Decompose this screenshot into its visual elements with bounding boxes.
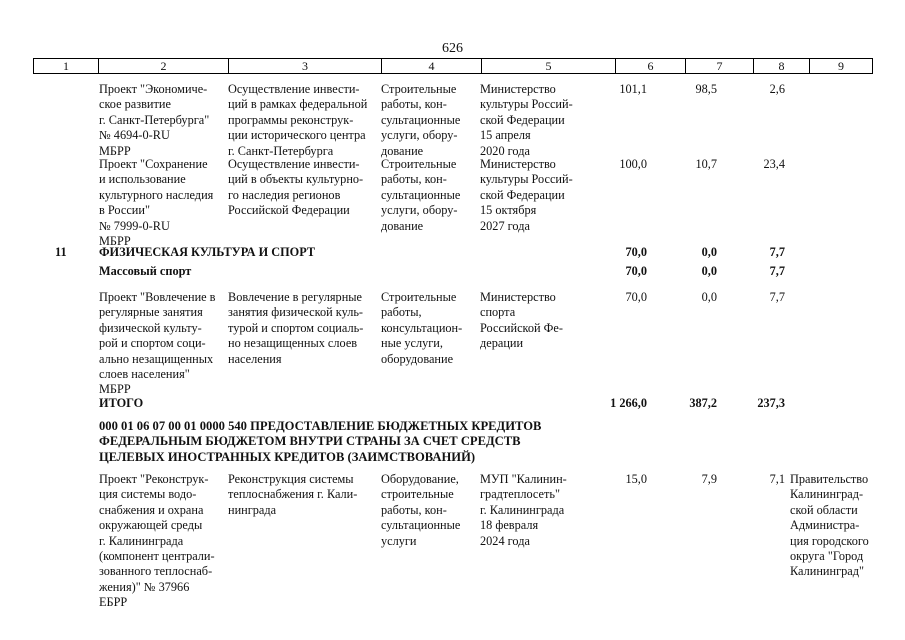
project-works-kaliningrad: Оборудование, строительные работы, кон- сультационные услуги (381, 472, 461, 548)
header-col-6: 6 (616, 59, 686, 73)
project-name-heritage: Проект "Сохранение и использование культурного наследия в России" № 7999-0-RU МБРР (99, 157, 214, 249)
table-header (33, 58, 873, 74)
subsection-c7: 0,0 (701, 264, 717, 278)
project-purpose-spb: Осуществление инвести- ций в рамках федеральной программы реконструк- ции исторического центра г. Санкт-Петербурга (228, 82, 368, 158)
value-c6-heritage: 100,0 (619, 157, 647, 171)
total-c8: 237,3 (757, 396, 785, 410)
project-executor-heritage: Министерство культуры Россий- ской Федерации 15 октября 2027 года (480, 157, 573, 233)
guarantor-kaliningrad: Правительство Калининград- ской области Администра- ция городского округа "Город Калининград" (790, 472, 869, 579)
value-c8-kaliningrad: 7,1 (769, 472, 785, 486)
section-c7: 0,0 (701, 245, 717, 259)
project-works-spb: Строительные работы, кон- сультационные услуги, обору- дование (381, 82, 461, 158)
value-c7-spb: 98,5 (695, 82, 717, 96)
header-col-1: 1 (34, 59, 99, 73)
project-executor-spb: Министерство культуры Россий- ской Федерации 15 апреля 2020 года (480, 82, 573, 158)
value-c8-heritage: 23,4 (763, 157, 785, 171)
section-number: 11 (55, 245, 67, 259)
header-col-3: 3 (229, 59, 382, 73)
value-c6-sport: 70,0 (625, 290, 647, 304)
project-executor-sport: Министерство спорта Российской Фе- дерации (480, 290, 563, 351)
value-c8-sport: 7,7 (769, 290, 785, 304)
header-col-2: 2 (99, 59, 229, 73)
header-col-5: 5 (482, 59, 616, 73)
header-col-8: 8 (754, 59, 810, 73)
page-number: 626 (442, 41, 463, 56)
project-works-heritage: Строительные работы, кон- сультационные услуги, обору- дование (381, 157, 461, 233)
project-purpose-heritage: Осуществление инвести- ций в объекты культурно- го наследия регионов Российской Федерации (228, 157, 364, 218)
value-c7-heritage: 10,7 (695, 157, 717, 171)
subsection-c6: 70,0 (625, 264, 647, 278)
project-name-sport: Проект "Вовлечение в регулярные занятия физической культу- рой и спортом соци- ально незащищенных слоев населения" МБРР (99, 290, 216, 397)
section-c8: 7,7 (769, 245, 785, 259)
project-works-sport: Строительные работы, консультацион- ные услуги, оборудование (381, 290, 463, 366)
value-c7-kaliningrad: 7,9 (701, 472, 717, 486)
total-c6: 1 266,0 (610, 396, 647, 410)
section-title: ФИЗИЧЕСКАЯ КУЛЬТУРА И СПОРТ (99, 245, 316, 259)
header-col-4: 4 (382, 59, 482, 73)
subsection-title: Массовый спорт (99, 264, 192, 278)
header-col-7: 7 (686, 59, 754, 73)
project-name-kaliningrad: Проект "Реконструк- ция системы водо- снабжения и охрана окружающей среды г. Калининграда (компонент централи- зованного теплоснаб- жения)" № 37966 ЕБРР (99, 472, 215, 610)
section-c6: 70,0 (625, 245, 647, 259)
header-col-9: 9 (838, 59, 844, 73)
total-c7: 387,2 (689, 396, 717, 410)
value-c7-sport: 0,0 (701, 290, 717, 304)
project-executor-kaliningrad: МУП "Калинин- градтеплосеть" г. Калининграда 18 февраля 2024 года (480, 472, 567, 548)
section-code-heading: 000 01 06 07 00 01 0000 540 ПРЕДОСТАВЛЕНИЕ БЮДЖЕТНЫХ КРЕДИТОВ ФЕДЕРАЛЬНЫМ БЮДЖЕТОМ ВНУТРИ СТРАНЫ ЗА СЧЕТ СРЕДСТВ ЦЕЛЕВЫХ ИНОСТРАННЫХ КРЕДИТОВ (ЗАИМСТВОВАНИЙ) (99, 419, 542, 464)
project-purpose-kaliningrad: Реконструкция системы теплоснабжения г. Кали- нинграда (228, 472, 358, 517)
value-c6-kaliningrad: 15,0 (625, 472, 647, 486)
value-c8-spb: 2,6 (769, 82, 785, 96)
total-label: ИТОГО (99, 396, 144, 410)
project-name-spb: Проект "Экономиче- ское развитие г. Санкт-Петербурга" № 4694-0-RU МБРР (99, 82, 210, 158)
subsection-c8: 7,7 (769, 264, 785, 278)
project-purpose-sport: Вовлечение в регулярные занятия физической куль- турой и спортом социаль- но незащищенных слоев населения (228, 290, 364, 366)
value-c6-spb: 101,1 (619, 82, 647, 96)
